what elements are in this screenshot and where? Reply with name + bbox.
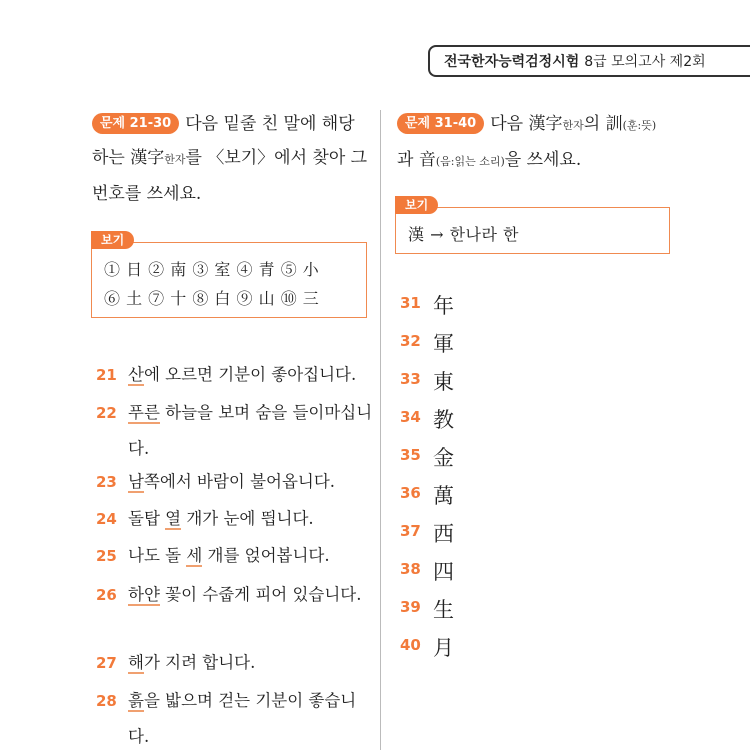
hanja-char: 月	[433, 636, 454, 660]
section2-tag: 문제 31-40	[397, 113, 484, 134]
hanja-number: 40	[400, 636, 421, 654]
section2-line1a: 다음 漢字	[490, 114, 563, 134]
question-text: 하늘을 보며 숨을 들이마십니다.	[128, 403, 373, 458]
question-text: 가 지려 합니다.	[143, 653, 256, 672]
hanja-number: 37	[400, 522, 421, 540]
question-text: 개를 얹어봅니다.	[202, 546, 330, 565]
section1-instructions	[92, 107, 377, 211]
question-number: 21	[96, 366, 117, 384]
question-text-pre: 나도 돌	[128, 546, 187, 565]
question-number: 28	[96, 692, 117, 710]
exam-header	[428, 45, 750, 77]
hanja-number: 31	[400, 294, 421, 312]
hanja-char: 年	[433, 294, 454, 318]
hanja-char: 西	[433, 522, 454, 546]
question-text: 에 오르면 기분이 좋아집니다.	[143, 365, 357, 384]
section2-line1b: 의 訓	[583, 114, 623, 134]
underlined-word: 하얀	[128, 585, 160, 604]
hanja-number: 35	[400, 446, 421, 464]
section2-bogi-label: 보기	[395, 196, 438, 214]
question-text: 쪽에서 바람이 불어옵니다.	[143, 472, 336, 491]
section1-bogi-line2: ⑥ 土 ⑦ 十 ⑧ 白 ⑨ 山 ⑩ 三	[104, 289, 320, 308]
hanja-char: 教	[433, 408, 454, 432]
section2-line2a: 과 音	[397, 150, 436, 170]
hanja-char: 東	[433, 370, 454, 394]
hanja-char: 金	[433, 446, 454, 470]
question-number: 27	[96, 654, 117, 672]
question-number: 24	[96, 510, 117, 528]
section1-tag: 문제 21-30	[92, 113, 179, 134]
underlined-word: 흙	[128, 691, 144, 710]
section2-line1-small2: (훈:뜻)	[622, 119, 657, 132]
underlined-word: 열	[165, 509, 182, 528]
question-text-pre: 돌탑	[128, 509, 166, 528]
exam-subtitle: 8급 모의고사 제2회	[584, 54, 706, 70]
section1-bogi-box	[91, 233, 367, 318]
section2-instructions	[397, 107, 742, 179]
question-number: 25	[96, 547, 117, 565]
hanja-char: 軍	[433, 332, 454, 356]
hanja-number: 38	[400, 560, 421, 578]
exam-title: 전국한자능력검정시험	[444, 54, 580, 70]
hanja-number: 33	[400, 370, 421, 388]
question-number: 26	[96, 586, 117, 604]
question-text: 꽃이 수줍게 피어 있습니다.	[159, 585, 362, 604]
column-divider	[380, 110, 381, 750]
section2-line1-small1: 한자	[562, 119, 584, 132]
hanja-char: 萬	[433, 484, 454, 508]
section1-line3: 번호를 쓰세요.	[92, 184, 202, 204]
section2-bogi-box	[395, 198, 670, 254]
question-number: 23	[96, 473, 117, 491]
underlined-word: 세	[186, 546, 203, 565]
question-number: 22	[96, 404, 117, 422]
section1-line2-small: 한자	[164, 153, 186, 166]
question-text: 을 밟으며 걷는 기분이 좋습니다.	[128, 691, 357, 746]
underlined-word: 남	[128, 472, 144, 491]
section1-bogi-line1: ① 日 ② 南 ③ 室 ④ 青 ⑤ 小	[104, 260, 320, 279]
section1-line2b: 를 〈보기〉에서 찾아 그	[185, 148, 368, 168]
hanja-char: 生	[433, 598, 454, 622]
underlined-word: 푸른	[128, 403, 160, 422]
section1-line1: 다음 밑줄 친 말에 해당	[185, 114, 355, 134]
hanja-number: 39	[400, 598, 421, 616]
section1-bogi-label: 보기	[91, 231, 134, 249]
section1-line2a: 하는 漢字	[92, 148, 165, 168]
hanja-number: 34	[400, 408, 421, 426]
question-text: 개가 눈에 띕니다.	[181, 509, 314, 528]
underlined-word: 해	[128, 653, 144, 672]
section2-line2-small: (음:읽는 소리)	[435, 155, 505, 168]
section2-bogi-example: 漢 → 한나라 한	[408, 225, 519, 244]
section2-line2b: 을 쓰세요.	[504, 150, 582, 170]
underlined-word: 산	[128, 365, 144, 384]
hanja-number: 36	[400, 484, 421, 502]
hanja-char: 四	[433, 560, 454, 584]
hanja-number: 32	[400, 332, 421, 350]
